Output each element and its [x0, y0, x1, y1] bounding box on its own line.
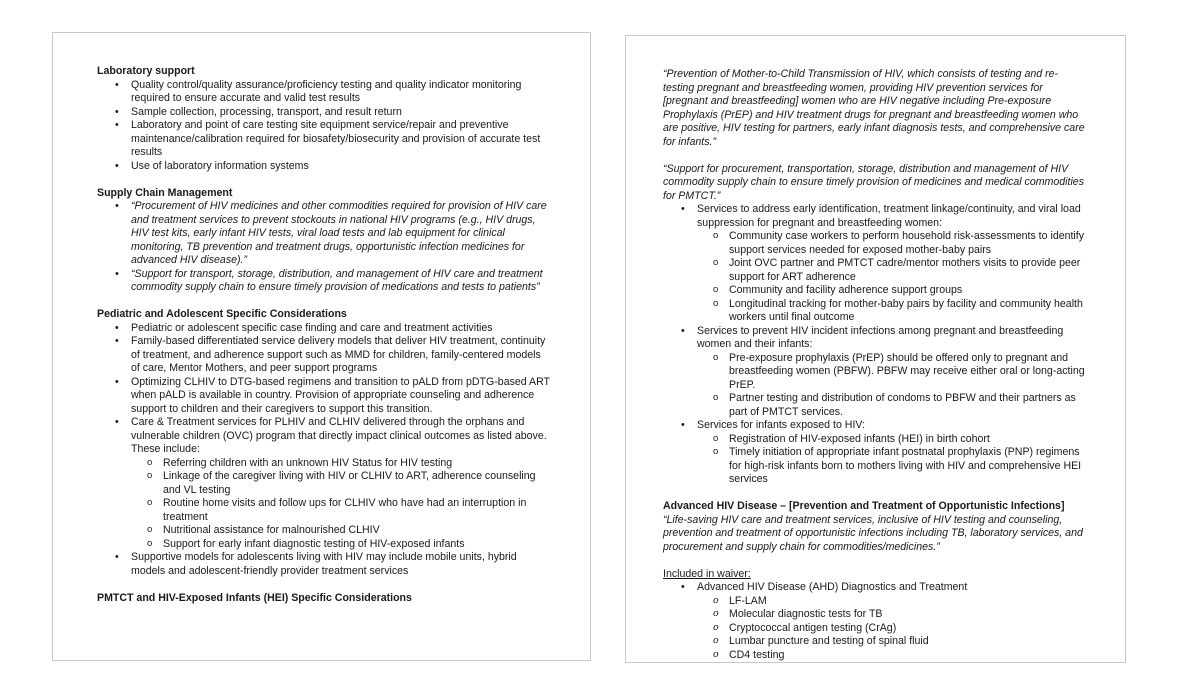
- list-item: • Pediatric or adolescent specific case finding and care and treatment activities: [97, 322, 552, 336]
- sub-list-item: o Timely initiation of appropriate infant postnatal prophylaxis (PNP) regimens for high-risk infants born to mothers living with HIV and comprehensive HEI services: [697, 446, 1088, 487]
- page-right-content: [663, 68, 1088, 662]
- list-item: • “Procurement of HIV medicines and other commodities required for provision of HIV care and treatment services to prevent stockouts in national HIV programs (e.g., HIV drugs, HIV test kits, early infant HIV tests, viral load tests and lab equipment for clinical monitoring, TB prevention and treatment drugs, opportunistic infection medicines for advanced HIV disease).”: [97, 200, 552, 268]
- list-item: • Optimizing CLHIV to DTG-based regimens and transition to pALD from pDTG-based ART when pALD is available in country. Provision of appropriate counseling and adherence support to children and their caregivers to support this transition.: [97, 376, 552, 417]
- sub-list-item: o Support for early infant diagnostic testing of HIV-exposed infants: [131, 538, 552, 552]
- pediatric-list: [97, 322, 552, 579]
- document-page-left: [52, 32, 591, 661]
- sub-list-item: o Linkage of the caregiver living with HIV or CLHIV to ART, adherence counseling and VL testing: [131, 470, 552, 497]
- sub-list-item: o Molecular diagnostic tests for TB: [697, 608, 1088, 622]
- services-sublist: [697, 433, 1088, 487]
- list-item-text: Services to address early identification, treatment linkage/continuity, and viral load suppression for pregnant and breastfeeding women:: [697, 203, 1081, 229]
- advanced-hiv-heading: Advanced HIV Disease – [Prevention and Treatment of Opportunistic Infections]: [663, 500, 1065, 512]
- list-item: [663, 581, 1088, 662]
- list-item: • Use of laboratory information systems: [97, 160, 552, 174]
- sub-list-item: o Partner testing and distribution of condoms to PBFW and their partners as part of PMTCT services.: [697, 392, 1088, 419]
- advanced-hiv-quote: “Life-saving HIV care and treatment services, inclusive of HIV testing and counseling, prevention and treatment of opportunistic infections including TB, laboratory services, and procurement and supply chain for commodities/medicines.”: [663, 513, 1083, 553]
- supply-chain-heading: Supply Chain Management: [97, 186, 233, 199]
- sub-list-item: o CD4 testing: [697, 649, 1088, 663]
- list-item: • Laboratory and point of care testing site equipment service/repair and preventive maintenance/calibration required for biosafety/biosecurity and provision of accurate test results: [97, 119, 552, 160]
- list-item: • “Support for transport, storage, distribution, and management of HIV care and treatment commodity supply chain to ensure timely provision of medications and tests to patients”: [97, 268, 552, 295]
- sub-list-item: o Registration of HIV-exposed infants (HEI) in birth cohort: [697, 433, 1088, 447]
- sub-list-item: o Joint OVC partner and PMTCT cadre/mentor mothers visits to provide peer support for ART adherence: [697, 257, 1088, 284]
- pediatric-sublist: [131, 457, 552, 552]
- waiver-label: Included in waiver:: [663, 567, 751, 580]
- list-item: [97, 416, 552, 551]
- document-page-right: [625, 35, 1126, 663]
- page-left-content: [97, 65, 552, 605]
- list-item: • Supportive models for adolescents living with HIV may include mobile units, hybrid models and adolescent-friendly provider treatment services: [97, 551, 552, 578]
- list-item: • Sample collection, processing, transport, and result return: [97, 106, 552, 120]
- pmtct-supply-quote: “Support for procurement, transportation, storage, distribution and management of HIV commodity supply chain to ensure timely provision of medicines and medical commodities for PMTCT.”: [663, 162, 1084, 202]
- list-item-text: Advanced HIV Disease (AHD) Diagnostics and Treatment: [697, 581, 968, 593]
- list-item-text: Care & Treatment services for PLHIV and CLHIV delivered through the orphans and vulnerable children (OVC) program that directly impact clinical outcomes as listed above. These include:: [131, 416, 547, 455]
- sub-list-item: o Cryptococcal antigen testing (CrAg): [697, 622, 1088, 636]
- sub-list-item: o Longitudinal tracking for mother-baby pairs by facility and community health workers until final outcome: [697, 298, 1088, 325]
- list-item: [663, 325, 1088, 420]
- pmtct-services-list: [663, 203, 1088, 487]
- sub-list-item: o Community case workers to perform household risk-assessments to identify support services needed for exposed mother-baby pairs: [697, 230, 1088, 257]
- list-item: • Quality control/quality assurance/proficiency testing and quality indicator monitoring required to ensure accurate and valid test results: [97, 79, 552, 106]
- sub-list-item: o Community and facility adherence support groups: [697, 284, 1088, 298]
- waiver-sublist: [697, 595, 1088, 663]
- list-item: [663, 203, 1088, 325]
- list-item-text: Services for infants exposed to HIV:: [697, 419, 866, 431]
- services-sublist: [697, 352, 1088, 420]
- sub-list-item: o Referring children with an unknown HIV Status for HIV testing: [131, 457, 552, 471]
- list-item: • Family-based differentiated service delivery models that deliver HIV treatment, continuity of treatment, and adherence support such as MMD for children, family-centered models of care, Mentor Mothers, and peer support programs: [97, 335, 552, 376]
- list-item: [663, 419, 1088, 487]
- sub-list-item: o Pre-exposure prophylaxis (PrEP) should be offered only to pregnant and breastfeeding women (PBFW). PBFW may receive either oral or long-acting PrEP.: [697, 352, 1088, 393]
- pmtct-heading: PMTCT and HIV-Exposed Infants (HEI) Specific Considerations: [97, 591, 412, 604]
- pmtct-definition-quote: “Prevention of Mother-to-Child Transmission of HIV, which consists of testing and re-testing pregnant and breastfeeding women, providing HIV prevention services for [pregnant and breastfeeding] women who are HIV negative including Pre-exposure Prophylaxis (PrEP) and HIV treatment drugs for pregnant and breastfeeding women who are positive, HIV testing for partners, early infant diagnosis tests, and comprehensive care for infants.”: [663, 68, 1085, 148]
- services-sublist: [697, 230, 1088, 325]
- laboratory-support-heading: Laboratory support: [97, 65, 195, 77]
- sub-list-item: o Routine home visits and follow ups for CLHIV who have had an interruption in treatment: [131, 497, 552, 524]
- supply-chain-list: [97, 200, 552, 295]
- sub-list-item: o LF-LAM: [697, 595, 1088, 609]
- pediatric-heading: Pediatric and Adolescent Specific Considerations: [97, 308, 347, 320]
- sub-list-item: o Nutritional assistance for malnourished CLHIV: [131, 524, 552, 538]
- list-item-text: Services to prevent HIV incident infections among pregnant and breastfeeding women and their infants:: [697, 324, 1064, 350]
- laboratory-support-list: [97, 79, 552, 174]
- sub-list-item: o Lumbar puncture and testing of spinal fluid: [697, 635, 1088, 649]
- waiver-list: [663, 581, 1088, 662]
